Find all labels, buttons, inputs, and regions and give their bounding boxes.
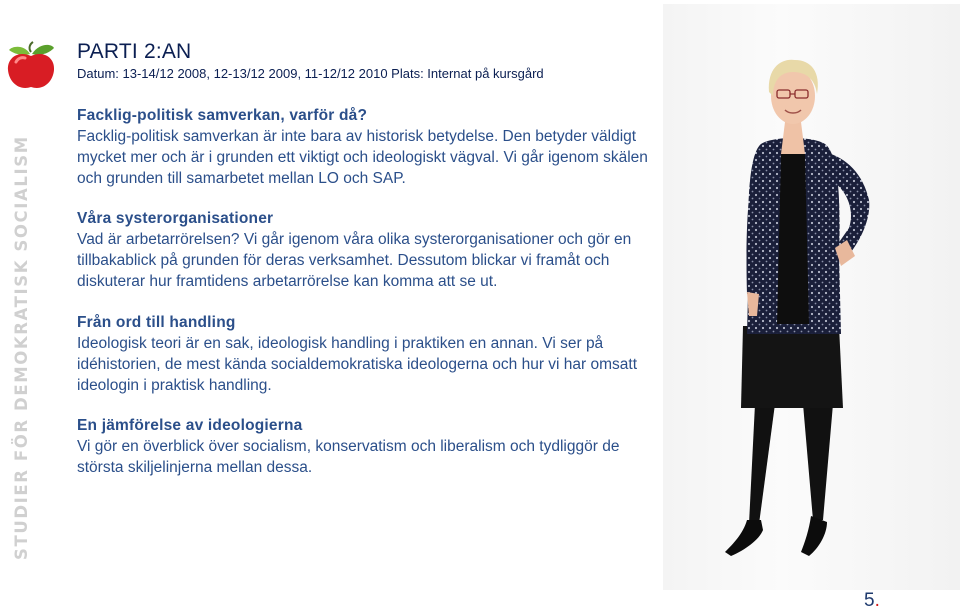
section-systerorganisationer bbox=[77, 208, 657, 292]
course-dates: Datum: 13-14/12 2008, 12-13/12 2009, 11-12/12 2010 Plats: Internat på kursgård bbox=[77, 66, 544, 81]
section-ord-till-handling bbox=[77, 312, 657, 396]
person-illustration bbox=[663, 4, 960, 590]
sidebar-vertical-title: STUDIER FÖR DEMOKRATISK SOCIALISM bbox=[12, 135, 31, 560]
section-heading: En jämförelse av ideologierna bbox=[77, 417, 303, 434]
page-title: PARTI 2:AN bbox=[77, 40, 192, 63]
section-heading: Facklig-politisk samverkan, varför då? bbox=[77, 107, 368, 124]
section-heading: Våra systerorganisationer bbox=[77, 210, 274, 227]
section-body: Facklig-politisk samverkan är inte bara av historisk betydelse. Den betyder väldigt mycket mer och är i grunden ett viktigt och ideologiskt vägval. Vi går igenom skälen och grunden till samarbetet mellan LO och SAP. bbox=[77, 128, 648, 187]
page-number-dot: . bbox=[874, 590, 880, 611]
portrait-photo bbox=[663, 4, 960, 590]
page-number: 5. bbox=[864, 590, 880, 611]
section-body: Ideologisk teori är en sak, ideologisk handling i praktiken en annan. Vi ser på idéhistorien, de mest kända socialdemokratiska ideologerna och hur vi har omsatt ideologin i praktisk handling. bbox=[77, 335, 638, 394]
section-jamforelse bbox=[77, 415, 657, 478]
apple-logo-icon bbox=[6, 40, 56, 92]
section-body: Vad är arbetarrörelsen? Vi går igenom våra olika systerorganisationer och gör en tillbakablick på grunden för deras verksamhet. Dessutom blickar vi framåt och diskuterar hur framtidens arbetarrörelse kan komma att se ut. bbox=[77, 231, 632, 290]
section-heading: Från ord till handling bbox=[77, 314, 236, 331]
section-facklig-politisk bbox=[77, 105, 657, 189]
section-body: Vi gör en överblick över socialism, konservatism och liberalism och tydliggör de största skiljelinjerna mellan dessa. bbox=[77, 438, 620, 476]
